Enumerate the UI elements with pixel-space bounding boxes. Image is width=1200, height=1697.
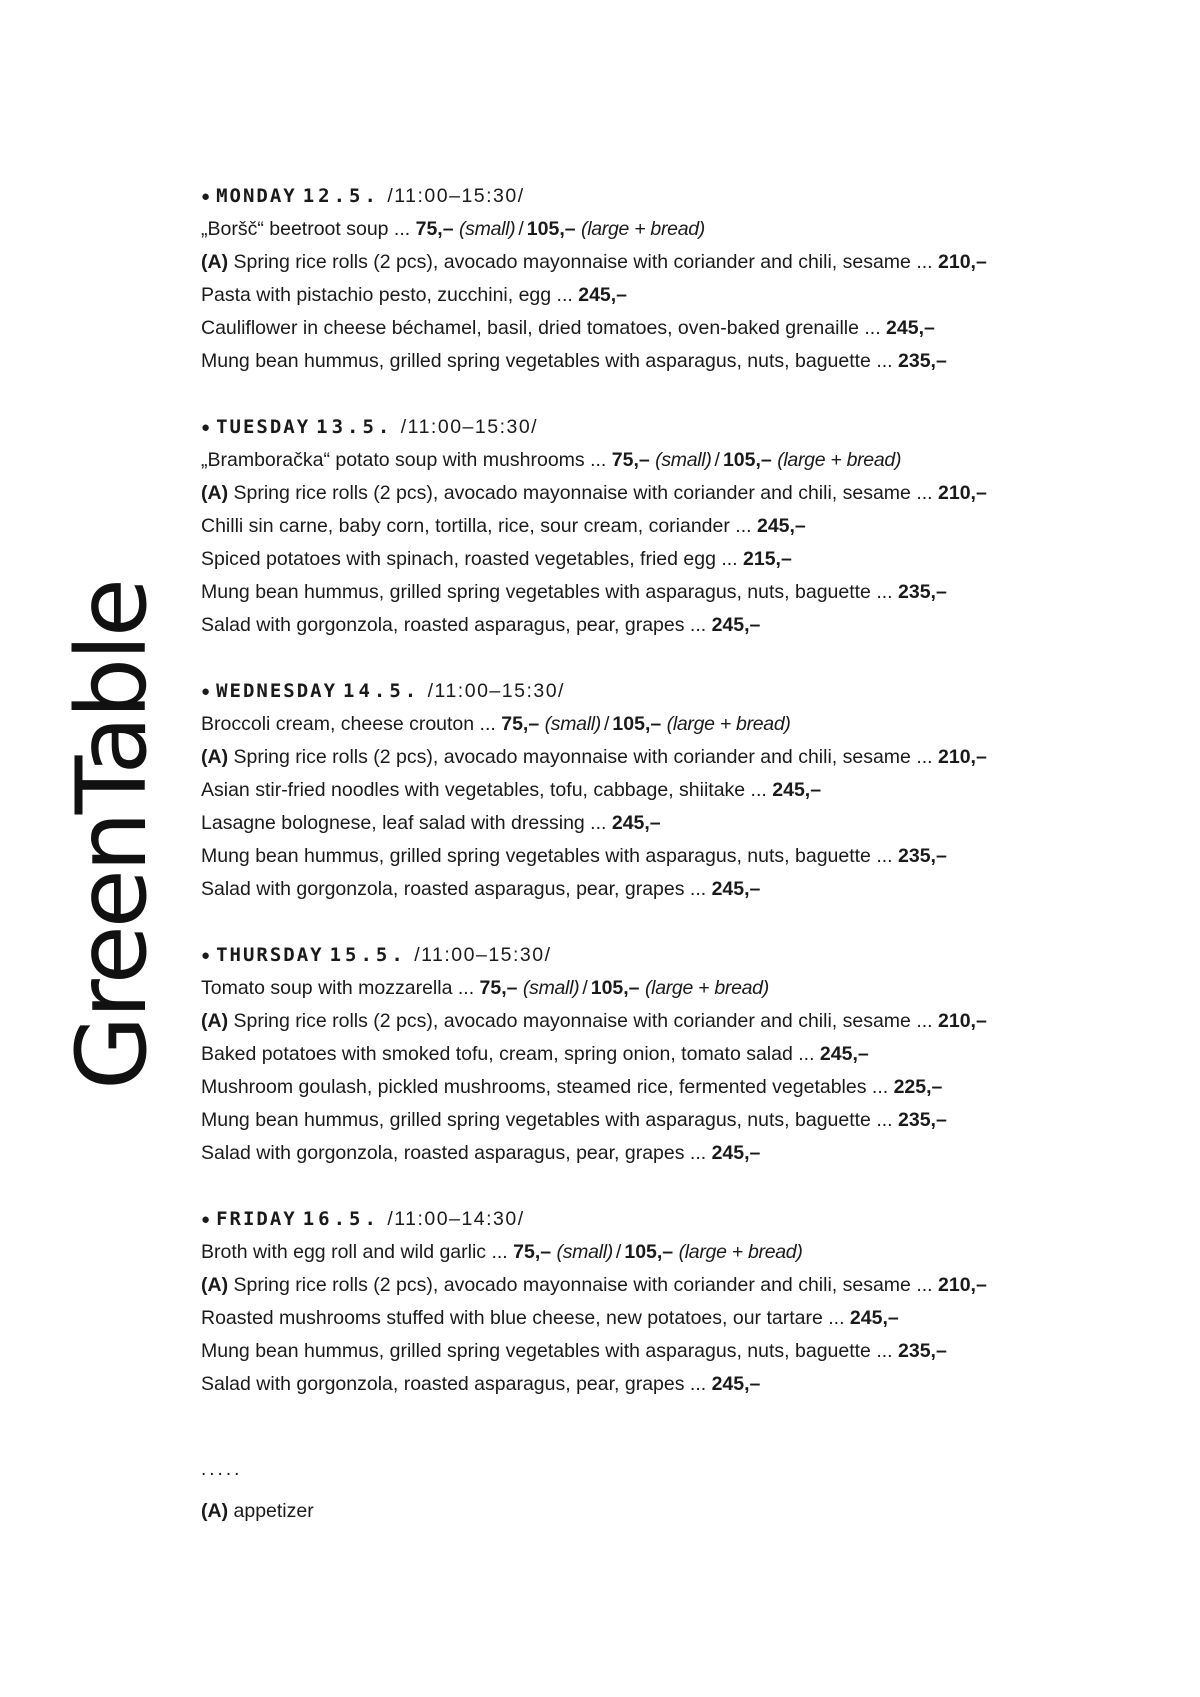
item-price: 245,– <box>772 779 822 801</box>
price-separator: / <box>603 713 610 735</box>
soup-item <box>201 708 1101 741</box>
item-price: 210,– <box>938 1010 987 1032</box>
menu-item <box>201 1038 1101 1071</box>
weekly-menu <box>201 180 1101 1434</box>
day-section <box>201 1203 1101 1401</box>
item-price: 225,– <box>893 1076 943 1098</box>
item-text: Salad with gorgonzola, roasted asparagus, pear, grapes ... <box>201 1142 707 1164</box>
day-section <box>201 411 1101 642</box>
item-text: Mung bean hummus, grilled spring vegetables with asparagus, nuts, baguette ... <box>201 581 893 603</box>
appetizer-tag: (A) <box>201 1274 229 1296</box>
day-name: THURSDAY <box>216 944 324 966</box>
appetizer-tag: (A) <box>201 482 229 504</box>
item-price: 245,– <box>819 1043 869 1065</box>
day-date: 12.5. <box>302 185 380 207</box>
item-text: Baked potatoes with smoked tofu, cream, spring onion, tomato salad ... <box>201 1043 815 1065</box>
menu-item <box>201 1368 1101 1401</box>
menu-item <box>201 609 1101 642</box>
day-name: WEDNESDAY <box>216 680 338 702</box>
soup-note-small: (small) <box>522 977 580 999</box>
item-price: 215,– <box>743 548 792 570</box>
item-price: 245,– <box>711 1142 761 1164</box>
menu-item <box>201 279 1101 312</box>
soup-name: Broccoli cream, cheese crouton ... <box>201 713 496 735</box>
day-section <box>201 939 1101 1170</box>
day-section <box>201 675 1101 906</box>
soup-name: „Boršč“ beetroot soup ... <box>201 218 411 240</box>
item-text: Spring rice rolls (2 pcs), avocado mayonnaise with coriander and chili, sesame ... <box>233 1010 933 1032</box>
item-price: 245,– <box>756 515 806 537</box>
menu-item <box>201 543 1101 576</box>
day-header <box>201 180 1101 213</box>
menu-item <box>201 1005 1101 1038</box>
soup-price-small: 75,– <box>415 218 454 240</box>
item-text: Roasted mushrooms stuffed with blue cheese, new potatoes, our tartare ... <box>201 1307 845 1329</box>
item-text: Asian stir-fried noodles with vegetables, tofu, cabbage, shiitake ... <box>201 779 767 801</box>
soup-note-large: (large + bread) <box>581 218 705 240</box>
day-header <box>201 1203 1101 1236</box>
soup-item <box>201 213 1101 246</box>
day-header <box>201 675 1101 708</box>
soup-note-large: (large + bread) <box>666 713 791 735</box>
menu-item <box>201 312 1101 345</box>
day-header <box>201 939 1101 972</box>
appetizer-tag: (A) <box>201 1010 229 1032</box>
menu-item <box>201 1302 1101 1335</box>
soup-item <box>201 1236 1101 1269</box>
item-text: Mushroom goulash, pickled mushrooms, steamed rice, fermented vegetables ... <box>201 1076 889 1098</box>
legend <box>201 1495 314 1528</box>
item-price: 245,– <box>711 878 761 900</box>
day-name: MONDAY <box>216 185 297 207</box>
day-date: 15.5. <box>329 944 407 966</box>
menu-item <box>201 246 1101 279</box>
soup-price-large: 105,– <box>612 713 662 735</box>
menu-item <box>201 576 1101 609</box>
price-separator: / <box>518 218 524 240</box>
item-text: Spiced potatoes with spinach, roasted vegetables, fried egg ... <box>201 548 738 570</box>
bullet-icon: ● <box>201 683 211 700</box>
item-price: 245,– <box>849 1307 899 1329</box>
legend-text: appetizer <box>233 1500 314 1522</box>
item-text: Pasta with pistachio pesto, zucchini, egg ... <box>201 284 573 306</box>
item-text: Mung bean hummus, grilled spring vegetables with asparagus, nuts, baguette ... <box>201 1340 893 1362</box>
menu-item <box>201 1071 1101 1104</box>
menu-item <box>201 1335 1101 1368</box>
soup-note-large: (large + bread) <box>678 1241 803 1263</box>
soup-name: Broth with egg roll and wild garlic ... <box>201 1241 508 1263</box>
menu-footer <box>201 1455 314 1528</box>
price-separator: / <box>615 1241 622 1263</box>
soup-price-large: 105,– <box>624 1241 674 1263</box>
bullet-icon: ● <box>201 419 211 436</box>
item-price: 235,– <box>898 1109 947 1131</box>
menu-item <box>201 510 1101 543</box>
brand-logo: GreenTable <box>56 581 168 1090</box>
day-hours: /11:00–14:30/ <box>387 1208 525 1230</box>
item-price: 235,– <box>898 1340 947 1362</box>
day-header <box>201 411 1101 444</box>
item-text: Cauliflower in cheese béchamel, basil, dried tomatoes, oven-baked grenaille ... <box>201 317 881 339</box>
menu-item <box>201 1137 1101 1170</box>
day-hours: /11:00–15:30/ <box>387 185 525 207</box>
item-text: Spring rice rolls (2 pcs), avocado mayonnaise with coriander and chili, sesame ... <box>233 746 933 768</box>
item-price: 245,– <box>578 284 628 306</box>
item-text: Spring rice rolls (2 pcs), avocado mayonnaise with coriander and chili, sesame ... <box>233 482 933 504</box>
soup-price-large: 105,– <box>590 977 640 999</box>
day-name: FRIDAY <box>216 1208 297 1230</box>
legend-tag: (A) <box>201 1500 229 1522</box>
item-text: Spring rice rolls (2 pcs), avocado mayonnaise with coriander and chili, sesame ... <box>233 251 933 273</box>
price-separator: / <box>582 977 588 999</box>
menu-item <box>201 477 1101 510</box>
soup-note-small: (small) <box>458 218 516 240</box>
item-price: 245,– <box>711 1373 761 1395</box>
item-price: 210,– <box>938 251 987 273</box>
item-text: Spring rice rolls (2 pcs), avocado mayonnaise with coriander and chili, sesame ... <box>233 1274 933 1296</box>
soup-name: Tomato soup with mozzarella ... <box>201 977 475 999</box>
soup-note-small: (small) <box>544 713 601 735</box>
menu-item <box>201 873 1101 906</box>
item-text: Mung bean hummus, grilled spring vegetables with asparagus, nuts, baguette ... <box>201 350 893 372</box>
price-separator: / <box>714 449 720 471</box>
day-hours: /11:00–15:30/ <box>427 680 565 702</box>
soup-note-small: (small) <box>655 449 712 471</box>
item-text: Salad with gorgonzola, roasted asparagus, pear, grapes ... <box>201 1373 707 1395</box>
menu-item <box>201 1269 1101 1302</box>
soup-note-small: (small) <box>556 1241 613 1263</box>
day-name: TUESDAY <box>216 416 311 438</box>
soup-item <box>201 444 1101 477</box>
menu-item <box>201 741 1101 774</box>
bullet-icon: ● <box>201 1211 211 1228</box>
footer-dots: ..... <box>201 1459 243 1480</box>
appetizer-tag: (A) <box>201 746 229 768</box>
menu-item <box>201 840 1101 873</box>
item-text: Mung bean hummus, grilled spring vegetables with asparagus, nuts, baguette ... <box>201 845 893 867</box>
item-price: 210,– <box>938 746 987 768</box>
day-hours: /11:00–15:30/ <box>400 416 539 438</box>
bullet-icon: ● <box>201 947 211 964</box>
day-date: 13.5. <box>316 416 394 438</box>
day-section <box>201 180 1101 378</box>
item-price: 235,– <box>898 350 947 372</box>
item-price: 210,– <box>938 482 987 504</box>
item-text: Chilli sin carne, baby corn, tortilla, rice, sour cream, coriander ... <box>201 515 752 537</box>
soup-item <box>201 972 1101 1005</box>
soup-price-large: 105,– <box>722 449 772 471</box>
soup-note-large: (large + bread) <box>777 449 902 471</box>
item-price: 245,– <box>711 614 761 636</box>
menu-item <box>201 774 1101 807</box>
item-text: Salad with gorgonzola, roasted asparagus, pear, grapes ... <box>201 878 707 900</box>
item-price: 245,– <box>886 317 935 339</box>
day-hours: /11:00–15:30/ <box>414 944 552 966</box>
menu-item <box>201 807 1101 840</box>
soup-note-large: (large + bread) <box>644 977 769 999</box>
item-text: Mung bean hummus, grilled spring vegetables with asparagus, nuts, baguette ... <box>201 1109 893 1131</box>
item-price: 235,– <box>898 845 947 867</box>
menu-item <box>201 1104 1101 1137</box>
item-text: Lasagne bolognese, leaf salad with dressing ... <box>201 812 607 834</box>
menu-item <box>201 345 1101 378</box>
bullet-icon: ● <box>201 188 211 205</box>
soup-name: „Bramboračka“ potato soup with mushrooms ... <box>201 449 607 471</box>
item-price: 210,– <box>938 1274 987 1296</box>
item-text: Salad with gorgonzola, roasted asparagus, pear, grapes ... <box>201 614 707 636</box>
soup-price-small: 75,– <box>513 1241 552 1263</box>
soup-price-small: 75,– <box>611 449 650 471</box>
day-date: 16.5. <box>302 1208 380 1230</box>
item-price: 235,– <box>898 581 947 603</box>
soup-price-small: 75,– <box>479 977 518 999</box>
soup-price-small: 75,– <box>501 713 540 735</box>
appetizer-tag: (A) <box>201 251 229 273</box>
day-date: 14.5. <box>343 680 421 702</box>
soup-price-large: 105,– <box>526 218 576 240</box>
item-price: 245,– <box>611 812 661 834</box>
